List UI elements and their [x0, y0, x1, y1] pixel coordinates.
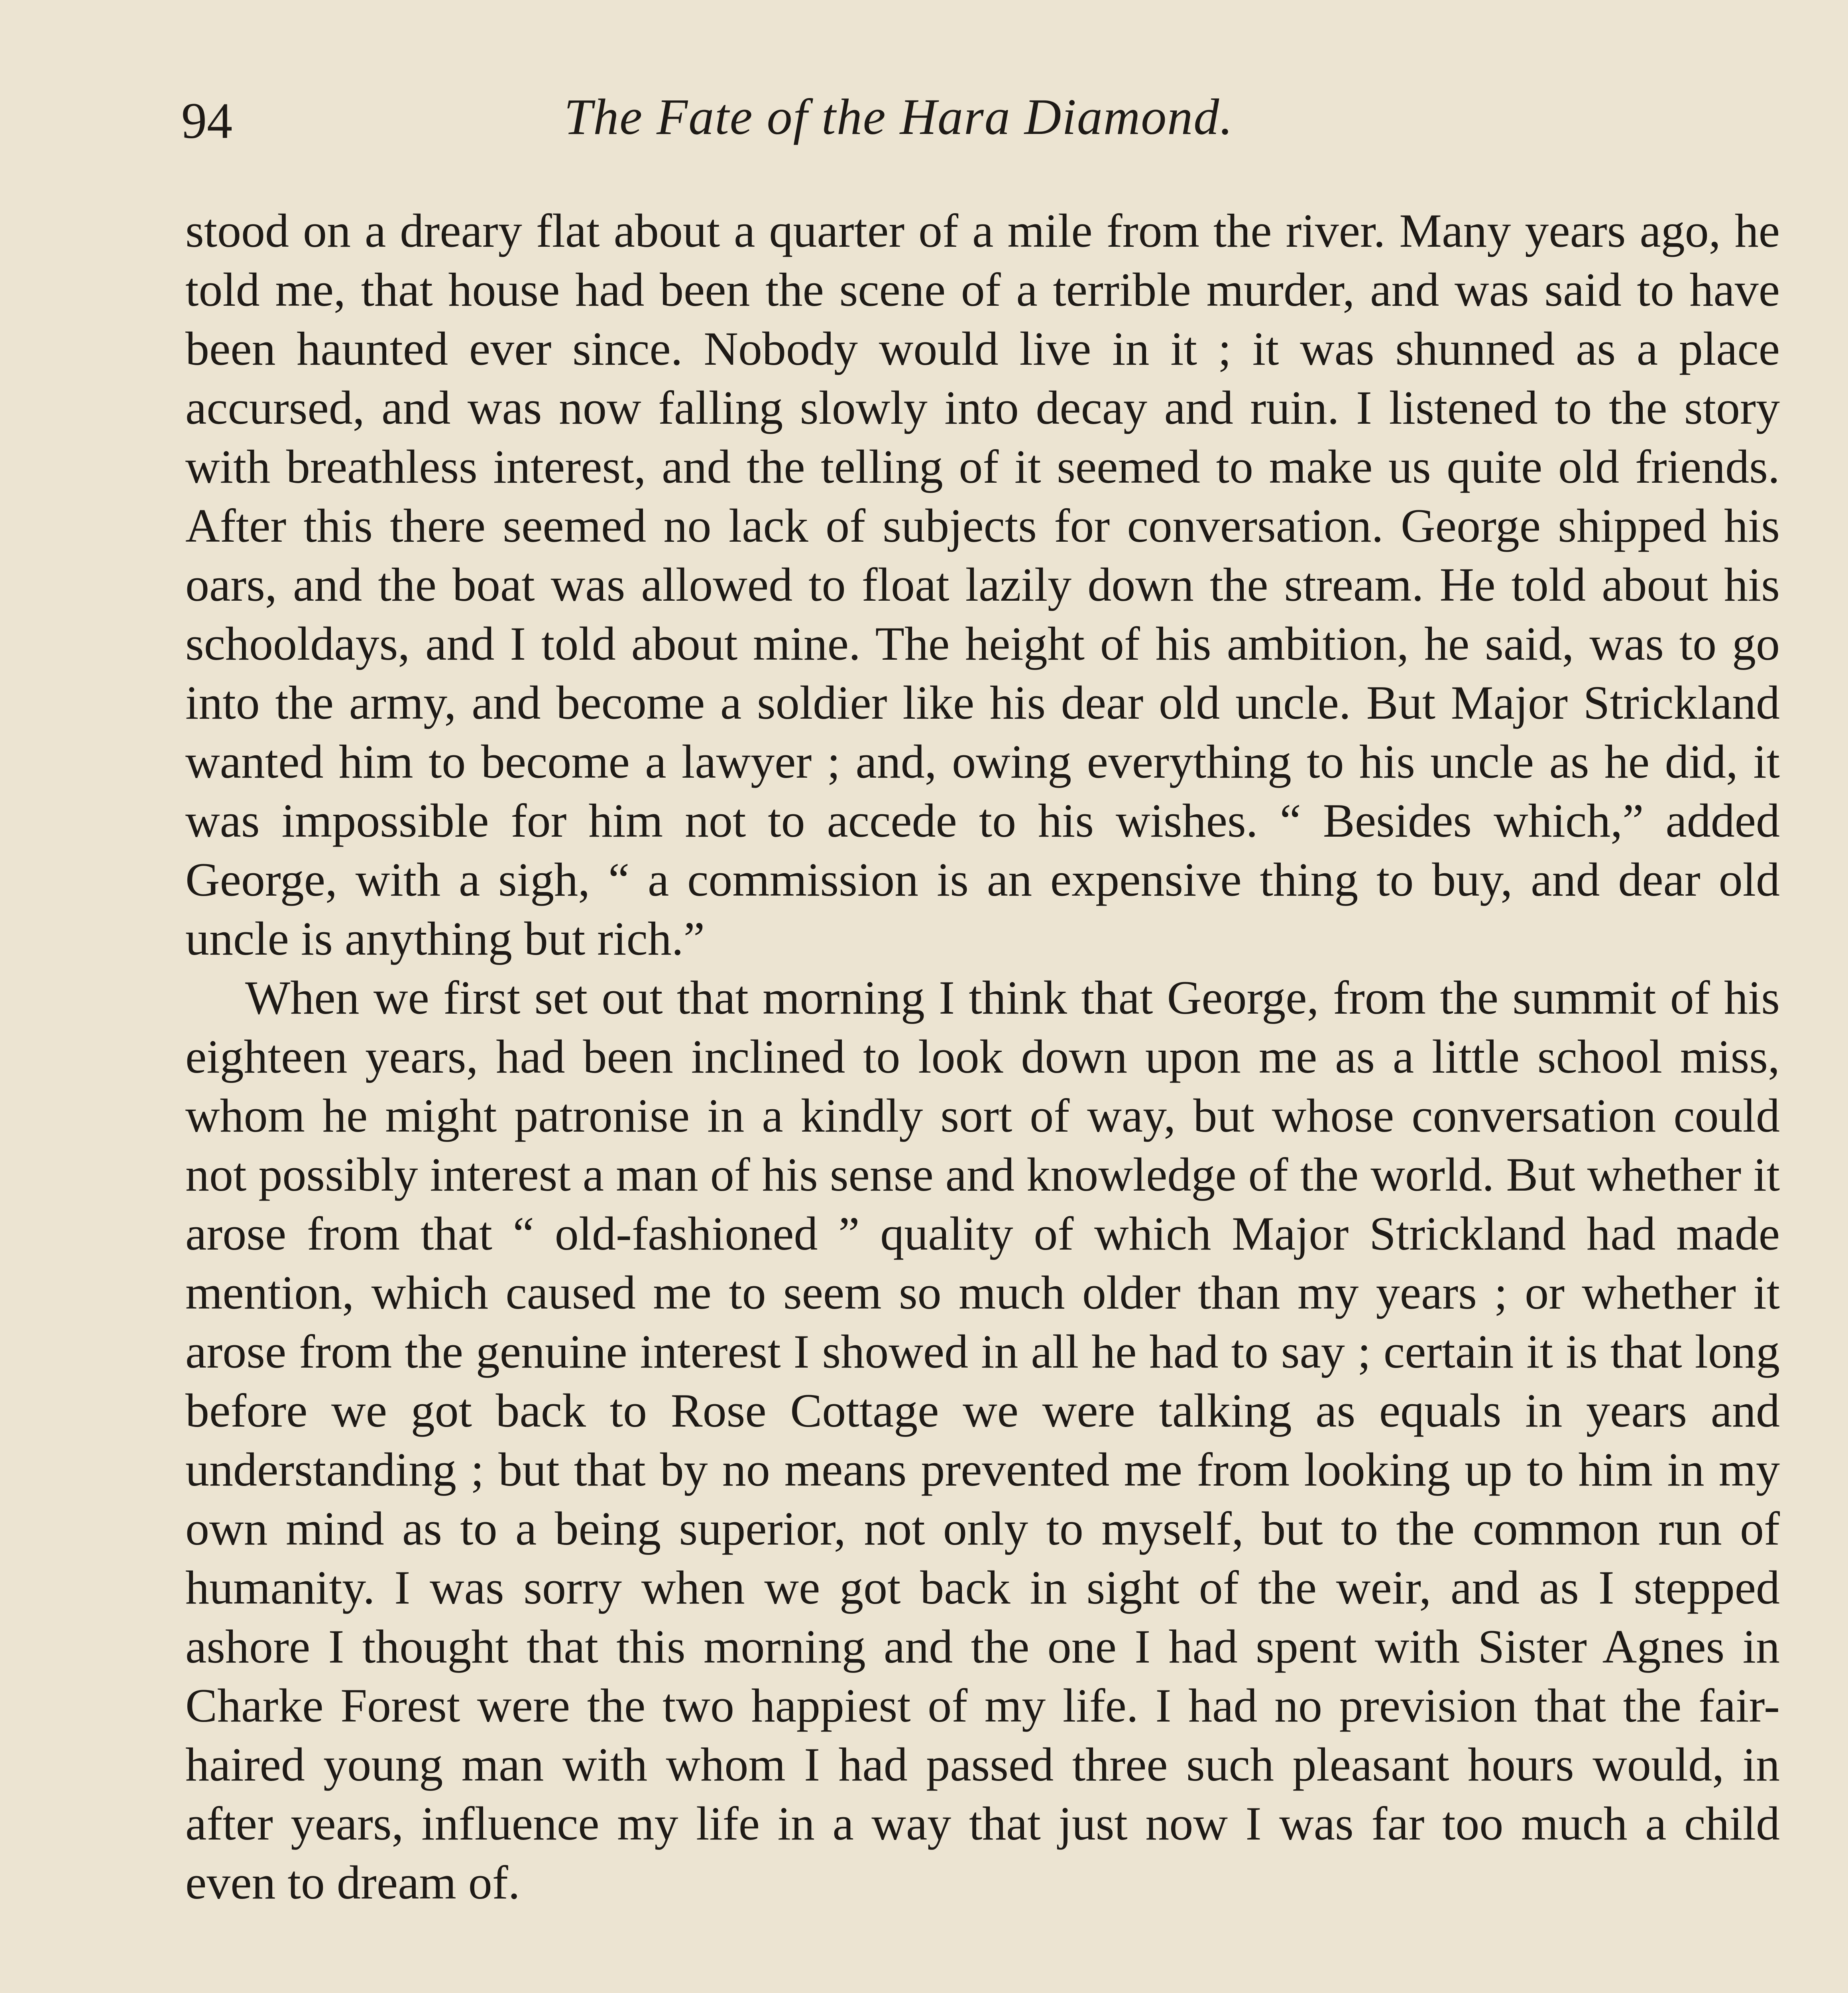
body-text	[185, 201, 1780, 1912]
paragraph: When we first set out that morning I think that George, from the summit of his eighteen years, had been inclined to look down upon me as a little school miss, whom he might patronise in a kindly sort of way, but whose conversation could not possibly interest a man of his sense and knowledge of the world. But whether it arose from that “ old-fashioned ” quality of which Major Strickland had made mention, which caused me to seem so much older than my years ; or whether it arose from the genuine interest I showed in all he had to say ; certain it is that long before we got back to Rose Cottage we were talking as equals in years and understanding ; but that by no means prevented me from looking up to him in my own mind as to a being superior, not only to myself, but to the common run of humanity. I was sorry when we got back in sight of the weir, and as I stepped ashore I thought that this morning and the one I had spent with Sister Agnes in Charke Forest were the two happiest of my life. I had no prevision that the fair-haired young man with whom I had passed three such pleasant hours would, in after years, influence my life in a way that just now I was far too much a child even to dream of.	[185, 971, 1780, 1909]
running-title: The Fate of the Hara Diamond.	[564, 88, 1234, 145]
page-number: 94	[181, 92, 232, 149]
page-header	[181, 80, 1776, 155]
paragraph-continued: stood on a dreary flat about a quarter of a mile from the river. Many years ago, he told me, that house had been the scene of a terrible murder, and was said to have been haunted ever since. Nobody would live in it ; it was shunned as a place accursed, and was now falling slowly into decay and ruin. I listened to the story with breathless interest, and the telling of it seemed to make us quite old friends. After this there seemed no lack of subjects for conversation. George shipped his oars, and the boat was allowed to float lazily down the stream. He told about his schooldays, and I told about mine. The height of his ambition, he said, was to go into the army, and become a soldier like his dear old uncle. But Major Strickland wanted him to become a lawyer ; and, owing everything to his uncle as he did, it was impossible for him not to accede to his wishes. “ Besides which,” added George, with a sigh, “ a commission is an expensive thing to buy, and dear old uncle is anything but rich.”	[185, 204, 1780, 965]
